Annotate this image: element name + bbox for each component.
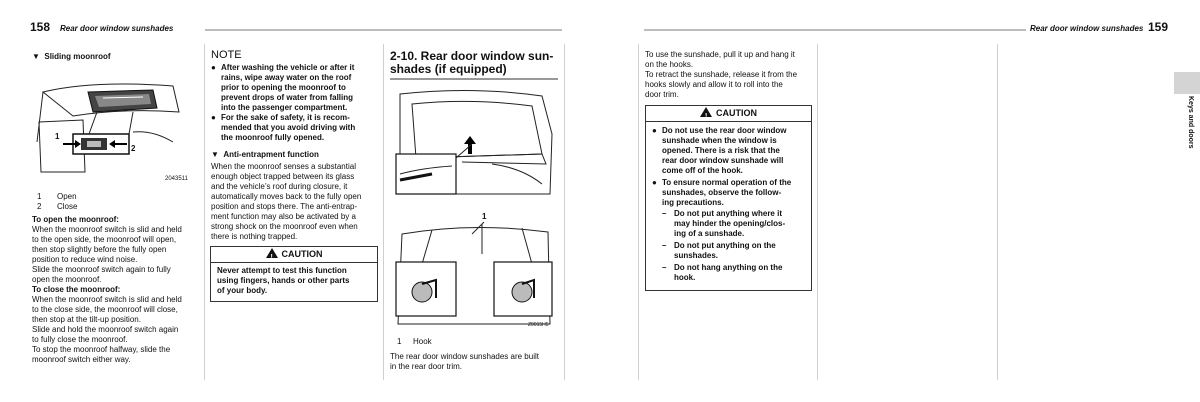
chapter-tab bbox=[1174, 72, 1200, 94]
anti-entrapment-text: When the moonroof senses a substantial enough object trapped between its glass and the vehicle’s roof during closure, it automatically moves back to the fully open position and stops there. The anti-entrap- ment function may also be activated by a strong shock on the moonroof even when there is nothing trapped. bbox=[211, 162, 362, 241]
caution-subitem: – Do not put anything on the sunshades. bbox=[662, 241, 776, 260]
callout-2: 2 bbox=[131, 144, 136, 153]
column-divider bbox=[997, 44, 998, 380]
sunshade-intro: The rear door window sunshades are built in the rear door trim. bbox=[390, 352, 539, 371]
sunshade-usage-text: To use the sunshade, pull it up and hang it on the hooks. To retract the sunshade, release it from the hooks slowly and allow it to roll into the door trim. bbox=[645, 50, 798, 99]
callout-1: 1 bbox=[55, 132, 60, 141]
note-title: NOTE bbox=[211, 49, 242, 61]
caution-header: ! CAUTION bbox=[646, 106, 811, 122]
moonroof-figure bbox=[33, 72, 188, 188]
column-divider bbox=[564, 44, 565, 380]
moonroof-illustration bbox=[33, 72, 183, 188]
column-divider bbox=[383, 44, 384, 380]
running-title-right: Rear door window sunshades bbox=[1030, 24, 1144, 33]
warning-icon: ! bbox=[266, 248, 278, 258]
callout-hook: 1 bbox=[482, 212, 487, 221]
caution-box-left bbox=[210, 246, 378, 302]
hook-legend: 1 Hook bbox=[397, 337, 432, 346]
caution-subitem: – Do not put anything where it may hinder the opening/clos- ing of a sunshade. bbox=[662, 209, 786, 238]
caution-header: ! CAUTION bbox=[211, 247, 377, 263]
running-title-left: Rear door window sunshades bbox=[60, 24, 174, 33]
figure-code-sunshade: Z0015H5 bbox=[528, 322, 549, 328]
chapter-tab-label: Keys and doors bbox=[1187, 96, 1194, 149]
sunshade-figure bbox=[392, 84, 556, 332]
header-rule-left bbox=[205, 29, 562, 31]
caution-text: Never attempt to test this function using fingers, hands or other parts of your body. bbox=[217, 266, 350, 295]
caution-sublist bbox=[652, 209, 807, 283]
note-item: ● After washing the vehicle or after it rains, wipe away water on the roof prior to opening the moonroof to prevent drops of water from falling into the passenger compartment. bbox=[211, 63, 355, 112]
open-heading: To open the moonroof: bbox=[32, 215, 119, 224]
column-divider bbox=[204, 44, 205, 380]
column-divider bbox=[817, 44, 818, 380]
caution-item: ● To ensure normal operation of the sunshades, observe the follow- ing precautions. bbox=[652, 178, 792, 207]
caution-box-right bbox=[645, 105, 812, 291]
sliding-moonroof-heading: ▼ Sliding moonroof bbox=[32, 52, 111, 61]
section-rule bbox=[390, 78, 558, 80]
caution-subitem: – Do not hang anything on the hook. bbox=[662, 263, 783, 282]
page-number-right: 159 bbox=[1148, 20, 1169, 34]
warning-icon: ! bbox=[700, 107, 712, 117]
caution-list bbox=[646, 122, 811, 283]
close-heading: To close the moonroof: bbox=[32, 285, 121, 294]
open-moonroof-section: To open the moonroof: When the moonroof switch is slid and held to the open side, the moonroof will open, then stop slightly before the fully open position to reduce wind noise. Slide the moonroof switch again to fully open the moonroof. To close the moonroof: When the moonroof switch is slid and held to the close side, the moonroof will close, then stop at the tilt-up position. Slide and hold the moonroof switch again to fully close the moonroof. To stop the moonroof halfway, slide the moonroof switch either way. bbox=[32, 215, 202, 365]
page-number-left: 158 bbox=[30, 20, 51, 34]
sunshade-illustration bbox=[392, 84, 556, 332]
note-item: ● For the sake of safety, it is recom- mended that you avoid driving with the moonroof fully opened. bbox=[211, 113, 356, 142]
note-list bbox=[211, 63, 377, 143]
triangle-bullet-icon: ▼ bbox=[211, 150, 219, 159]
column-divider bbox=[638, 44, 639, 380]
figure-legend: 1 Open 2 Close bbox=[37, 192, 78, 211]
header-rule-right bbox=[644, 29, 1026, 31]
anti-entrapment-heading: ▼ Anti-entrapment function bbox=[211, 150, 319, 159]
caution-item: ● Do not use the rear door window sunshade when the window is opened. There is a risk that the rear door window sunshade will come off of the hook. bbox=[652, 126, 787, 175]
triangle-bullet-icon: ▼ bbox=[32, 52, 40, 61]
figure-code: 2043511 bbox=[165, 176, 188, 182]
section-title: 2-10. Rear door window sun- shades (if equipped) bbox=[390, 49, 554, 76]
